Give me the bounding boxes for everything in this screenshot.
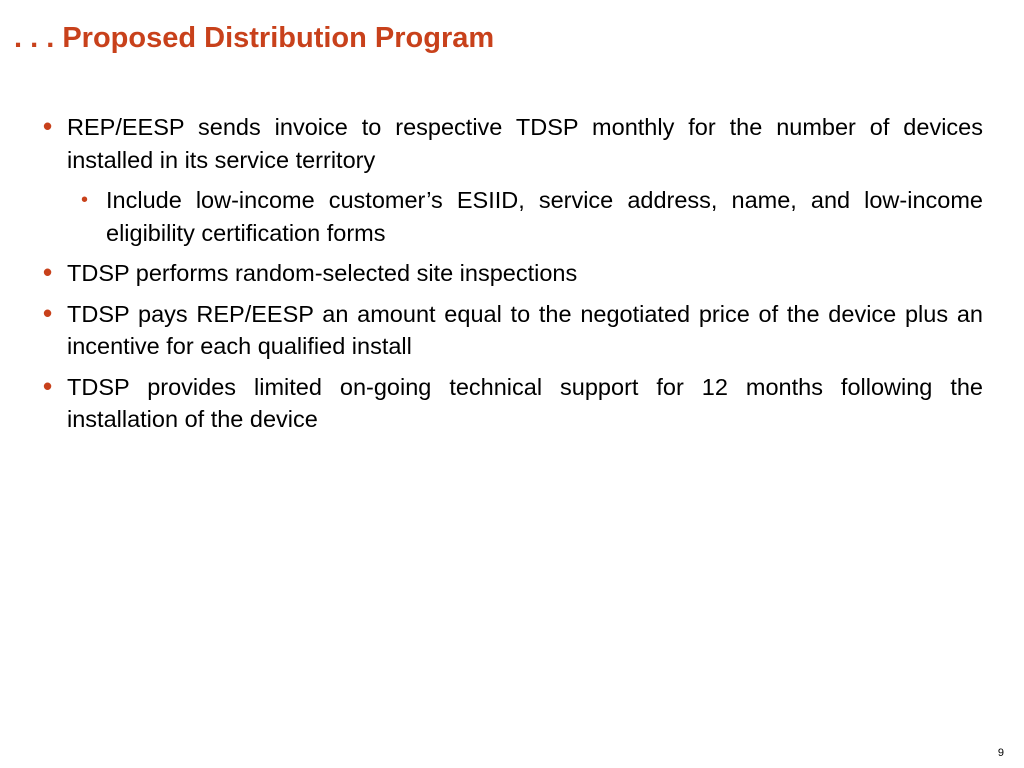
bullet-text: TDSP pays REP/EESP an amount equal to the negotiated price of the device plus an incentive for each qualified install xyxy=(67,300,983,359)
bullet-text: TDSP provides limited on-going technical support for 12 months following the installation of the device xyxy=(67,373,983,432)
bullet-item xyxy=(43,257,983,290)
bullet-icon: • xyxy=(43,257,53,287)
bullet-icon: • xyxy=(43,370,53,401)
bullet-icon: • xyxy=(43,297,53,328)
bullet-item xyxy=(43,111,983,249)
bullet-icon: • xyxy=(43,111,53,141)
page-number: 9 xyxy=(997,747,1004,759)
bullet-item xyxy=(43,298,983,363)
sub-bullet-icon: • xyxy=(81,189,89,211)
sub-bullet-list xyxy=(67,184,983,249)
slide-title: . . . Proposed Distribution Program xyxy=(14,22,495,54)
bullet-list xyxy=(43,111,983,444)
bullet-item xyxy=(43,371,983,436)
sub-bullet-text: Include low-income customer’s ESIID, service address, name, and low-income eligibility certification forms xyxy=(106,187,983,246)
bullet-text: REP/EESP sends invoice to respective TDSP monthly for the number of devices installed in its service territory xyxy=(67,114,983,173)
sub-bullet-item xyxy=(81,184,983,249)
bullet-text: TDSP performs random-selected site inspections xyxy=(67,260,578,286)
